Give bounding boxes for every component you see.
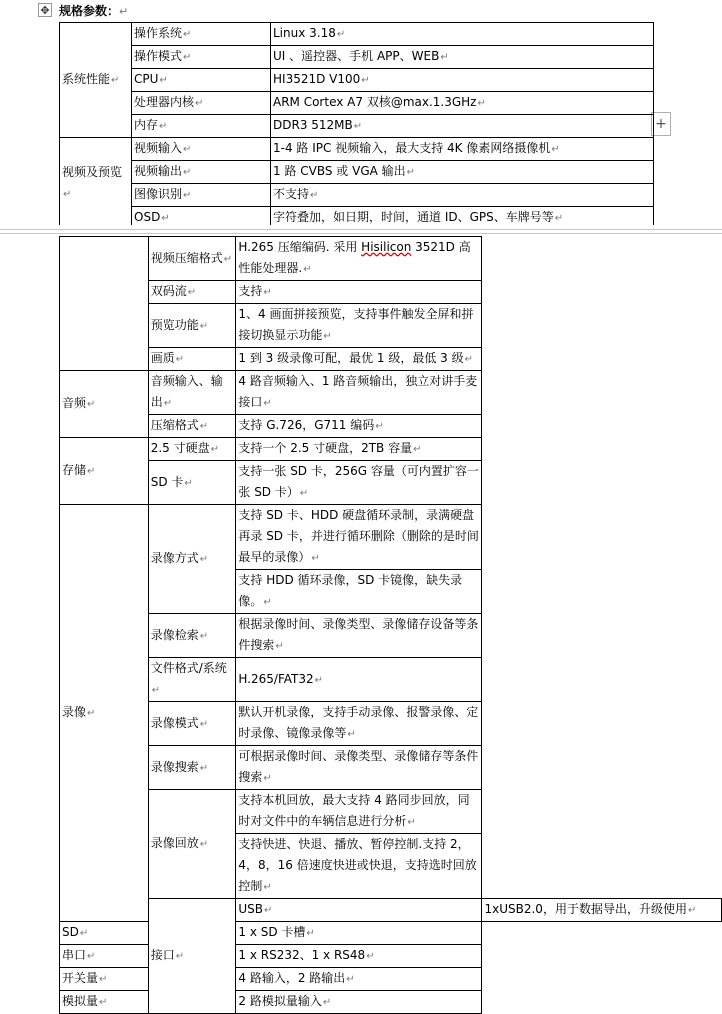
- table-row: [60, 461, 722, 505]
- value-cell: 1xUSB2.0，用于数据导出，升级使用↵: [482, 899, 722, 922]
- table-move-handle-icon[interactable]: ✥: [38, 3, 52, 17]
- category-recording: 录像↵: [60, 505, 149, 922]
- value-cell: 根据录像时间、录像类型、录像储存设备等条件搜索↵: [236, 614, 482, 658]
- table-row: [60, 138, 654, 161]
- category-audio: 音频↵: [60, 371, 149, 438]
- item-cell: 模拟量↵: [60, 991, 149, 1014]
- item-cell: 文件格式/系统↵: [148, 658, 236, 702]
- table-row: [60, 281, 722, 304]
- item-cell: 录像检索↵: [148, 614, 236, 658]
- table-row: [60, 237, 722, 281]
- category-interface: 接口↵: [148, 899, 236, 1014]
- value-cell: 1、4 画面拼接预览，支持事件触发全屏和拼接切换显示功能↵: [236, 304, 482, 348]
- table-row: [60, 92, 654, 115]
- item-cell: CPU↵: [132, 69, 271, 92]
- item-cell: 画质↵: [148, 348, 236, 371]
- item-cell: 操作模式↵: [132, 46, 271, 69]
- value-cell: Linux 3.18↵: [271, 23, 654, 46]
- value-cell: H.265 压缩编码. 采用 Hisilicon 3521D 高性能处理器.↵: [236, 237, 482, 281]
- category-system-performance: 系统性能↵: [60, 23, 132, 138]
- value-cell: 支持↵: [236, 281, 482, 304]
- table-row: [60, 348, 722, 371]
- table-row: [60, 899, 722, 922]
- item-cell: SD↵: [60, 922, 149, 945]
- table-row: [60, 415, 722, 438]
- section-heading: 规格参数：↵: [59, 4, 129, 18]
- table-row: [60, 702, 722, 746]
- value-cell: DDR3 512MB↵: [271, 115, 654, 138]
- value-cell: 支持本机回放，最大支持 4 路同步回放，同时对文件中的车辆信息进行分析↵: [236, 790, 482, 834]
- value-cell: 支持快进、快退、播放、暂停控制.支持 2，4，8，16 倍速度快进或快退，支持选时回放控制↵: [236, 834, 482, 899]
- item-cell: 预览功能↵: [148, 304, 236, 348]
- value-cell: 4 路音频输入、1 路音频输出，独立对讲手麦接口↵: [236, 371, 482, 415]
- value-cell: 1 到 3 级录像可配，最优 1 级，最低 3 级↵: [236, 348, 482, 371]
- value-cell: 默认开机录像，支持手动录像、报警录像、定时录像、镜像录像等↵: [236, 702, 482, 746]
- value-cell: 2 路模拟量输入↵: [236, 991, 482, 1014]
- value-cell: 不支持↵: [271, 184, 654, 207]
- table-row: [60, 790, 722, 834]
- table-row: [60, 304, 722, 348]
- item-cell: 录像模式↵: [148, 702, 236, 746]
- item-cell: 2.5 寸硬盘↵: [148, 438, 236, 461]
- value-cell: 支持 G.726，G711 编码↵: [236, 415, 482, 438]
- value-cell: 4 路输入，2 路输出↵: [236, 968, 482, 991]
- item-cell: SD 卡↵: [148, 461, 236, 505]
- item-cell: USB↵: [236, 899, 482, 922]
- item-cell: 内存↵: [132, 115, 271, 138]
- item-cell: 视频压缩格式↵: [148, 237, 236, 281]
- table-row: [60, 438, 722, 461]
- item-cell: 开关量↵: [60, 968, 149, 991]
- category-video-preview: 视频及预览↵: [60, 138, 132, 230]
- value-cell: ARM Cortex A7 双核@max.1.3GHz↵: [271, 92, 654, 115]
- item-cell: 录像搜索↵: [148, 746, 236, 790]
- spec-table-page1: [59, 22, 654, 230]
- table-row: [60, 23, 654, 46]
- item-cell: 图像识别↵: [132, 184, 271, 207]
- value-cell: 1 x SD 卡槽↵: [236, 922, 482, 945]
- item-cell: 处理器内核↵: [132, 92, 271, 115]
- item-cell: 串口↵: [60, 945, 149, 968]
- value-cell: 1-4 路 IPC 视频输入，最大支持 4K 像素网络摄像机↵: [271, 138, 654, 161]
- item-cell: 视频输出↵: [132, 161, 271, 184]
- category-storage: 存储↵: [60, 438, 149, 505]
- table-row: [60, 505, 722, 570]
- item-cell: 录像方式↵: [148, 505, 236, 614]
- item-cell: 录像回放↵: [148, 790, 236, 899]
- value-cell: HI3521D V100↵: [271, 69, 654, 92]
- item-cell: 音频输入、输出↵: [148, 371, 236, 415]
- table-row: [60, 184, 654, 207]
- value-cell: 可根据录像时间、录像类型、录像储存等条件搜索↵: [236, 746, 482, 790]
- value-cell: 支持一个 2.5 寸硬盘，2TB 容量↵: [236, 438, 482, 461]
- table-row: [60, 69, 654, 92]
- value-cell: H.265/FAT32↵: [236, 658, 482, 702]
- item-cell: OSD↵: [132, 207, 271, 230]
- item-cell: 双码流↵: [148, 281, 236, 304]
- value-cell: 字符叠加，如日期，时间，通道 ID、GPS、车牌号等↵: [271, 207, 654, 230]
- item-cell: 视频输入↵: [132, 138, 271, 161]
- item-cell: 压缩格式↵: [148, 415, 236, 438]
- value-cell: UI 、遥控器、手机 APP、WEB↵: [271, 46, 654, 69]
- table-row: [60, 746, 722, 790]
- value-cell: 支持一张 SD 卡，256G 容量（可内置扩容一张 SD 卡）↵: [236, 461, 482, 505]
- table-row: [60, 115, 654, 138]
- category-continued: [60, 237, 149, 371]
- table-row: [60, 161, 654, 184]
- table-row: [60, 46, 654, 69]
- value-cell: 支持 HDD 循环录像，SD 卡镜像，缺失录像。↵: [236, 570, 482, 614]
- page-break: [0, 225, 722, 236]
- table-row: [60, 658, 722, 702]
- value-cell: 1 路 CVBS 或 VGA 输出↵: [271, 161, 654, 184]
- value-cell: 1 x RS232、1 x RS48↵: [236, 945, 482, 968]
- spec-table-page2: [59, 236, 722, 1014]
- table-row: [60, 614, 722, 658]
- add-row-icon[interactable]: +: [651, 112, 671, 136]
- value-cell: 支持 SD 卡、HDD 硬盘循环录制，录满硬盘再录 SD 卡，并进行循环删除（删除的是时间最早的录像）↵: [236, 505, 482, 570]
- table-row: [60, 371, 722, 415]
- item-cell: 操作系统↵: [132, 23, 271, 46]
